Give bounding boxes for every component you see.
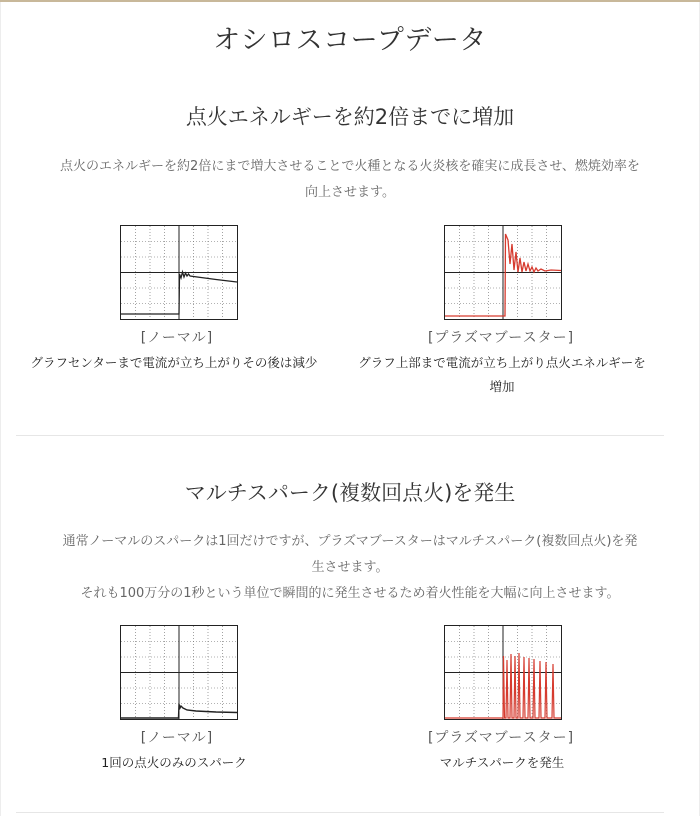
scope-energy-plasma-desc-line2: 増加 <box>489 379 515 394</box>
scope-multispark-plasma-caption: [プラズマブースター] <box>427 730 575 746</box>
section-1-title: 点火エネルギーを約2倍までに増加 <box>185 105 515 129</box>
page-title: オシロスコープデータ <box>213 25 487 56</box>
section-1-text <box>14 154 686 206</box>
section-2-text-line1: 通常ノーマルのスパークは1回だけですが、プラズマブースターはマルチスパーク(複数回点火)を発 <box>62 534 638 549</box>
section-2-title: マルチスパーク(複数回点火)を発生 <box>184 481 516 505</box>
scope-multispark-normal <box>120 625 238 720</box>
scope-multispark-plasma-desc: マルチスパークを発生 <box>439 755 565 770</box>
section-1-text-line1: 点火のエネルギーを約2倍にまで増大させることで火種となる火炎核を確実に成長させ、燃焼効率を <box>60 159 640 174</box>
scope-multispark-normal-caption: [ノーマル] <box>140 730 214 746</box>
scope-energy-normal-caption: [ノーマル] <box>140 330 214 346</box>
scope-multispark-normal-desc: 1回の点火のみのスパーク <box>101 755 247 770</box>
section-2-text-line2: 生させます。 <box>311 560 389 575</box>
scope-energy-normal-desc: グラフセンターまで電流が立ち上がりその後は減少 <box>30 355 318 370</box>
scope-energy-plasma <box>444 225 562 320</box>
section-2-text-line3: それも100万分の1秒という単位で瞬間的に発生させるため着火性能を大幅に向上させます。 <box>80 586 620 601</box>
bottom-divider <box>16 812 664 813</box>
section-2-text <box>14 529 686 607</box>
section-divider <box>16 435 664 436</box>
scope-energy-plasma-caption: [プラズマブースター] <box>427 330 575 346</box>
top-accent-line <box>0 0 700 2</box>
scope-energy-plasma-desc-line1: グラフ上部まで電流が立ち上がり点火エネルギーを <box>358 355 646 370</box>
scope-multispark-plasma <box>444 625 562 720</box>
scope-energy-normal <box>120 225 238 320</box>
scope-energy-plasma-desc <box>342 351 662 399</box>
section-1-text-line2: 向上させます。 <box>305 185 395 200</box>
